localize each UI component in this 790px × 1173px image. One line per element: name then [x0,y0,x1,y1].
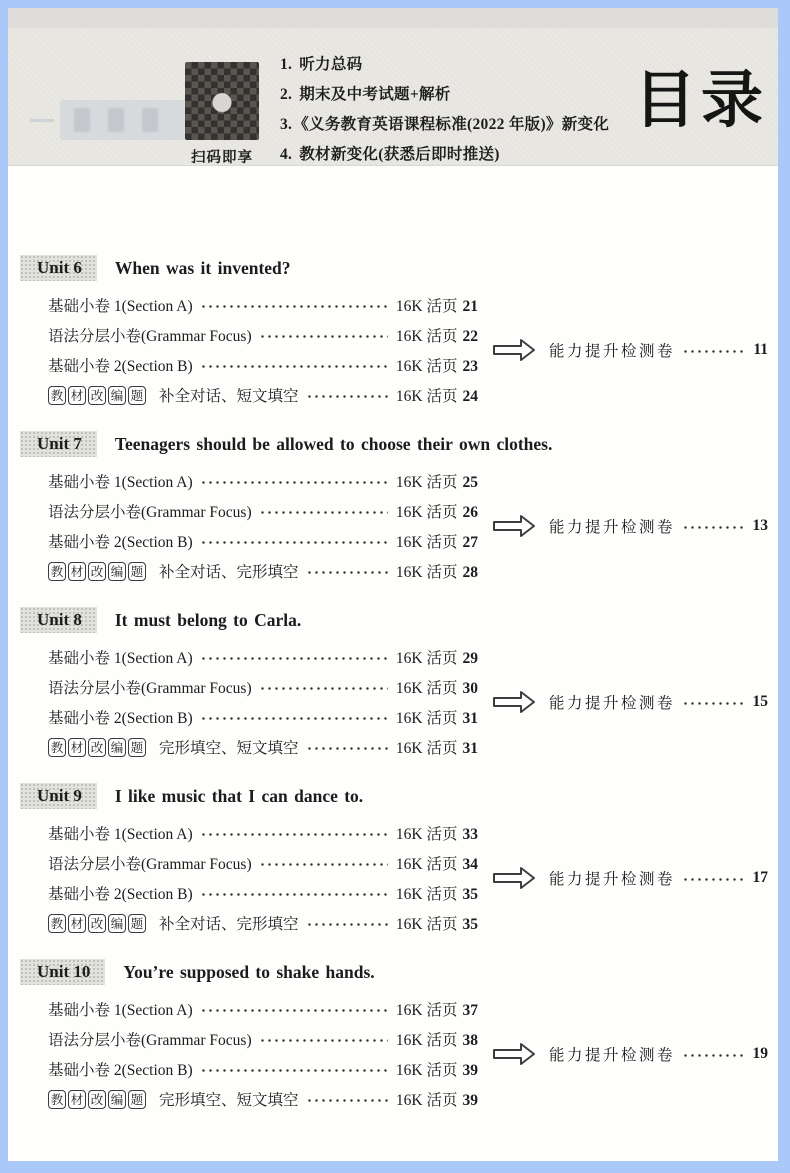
boxed-char: 编 [108,562,126,581]
toc-row [48,848,478,878]
row-ref [396,676,478,698]
ability-test-label: 能力提升检测卷 [549,871,676,888]
ability-test-label: 能力提升检测卷 [549,343,676,360]
dot-leader [682,524,742,531]
page-title: 目录 [633,63,768,136]
toc-row-textbook-adapted [48,556,478,586]
page-number: 26 [462,504,478,521]
row-label: 语法分层小卷(Grammar Focus) [48,504,252,521]
page-number: 33 [462,826,478,843]
dot-leader [200,303,388,310]
page-number: 34 [462,856,478,873]
boxed-char: 改 [88,914,106,933]
boxed-char: 材 [68,386,86,405]
page-number: 25 [462,474,478,491]
row-ref [396,822,478,844]
page-number: 35 [462,916,478,933]
ref-label: 16K 活页 [395,564,458,581]
ref-label: 16K 活页 [395,740,458,757]
unit-rows [48,818,478,938]
page-number: 31 [462,710,478,727]
ability-test-pointer [478,689,778,715]
feature-item [280,142,609,172]
row-label: 完形填空、短文填空 [159,740,299,757]
dot-leader [259,861,388,868]
ability-test-page: 17 [752,869,768,886]
feature-item [280,82,609,112]
right-arrow-icon [492,1041,536,1067]
ref-label: 16K 活页 [395,650,458,667]
boxed-char: 教 [48,1090,66,1109]
page-number: 27 [462,534,478,551]
unit-header [20,254,778,282]
unit-block-6 [20,254,778,410]
toc-row-textbook-adapted [48,732,478,762]
row-ref [396,1058,478,1080]
row-label: 基础小卷 2(Section B) [48,358,193,375]
dot-leader [200,539,388,546]
boxed-char: 编 [108,738,126,757]
boxed-char: 教 [48,562,66,581]
toc-row [48,994,478,1024]
unit-tag: Unit 7 [20,431,97,457]
unit-tag: Unit 6 [20,255,97,281]
unit-title: It must belong to Carla. [114,609,302,630]
toc-row [48,818,478,848]
dot-leader [259,685,388,692]
feature-number: 1. [280,56,293,73]
unit-tag: Unit 8 [20,607,97,633]
row-ref [396,500,478,522]
boxed-char: 改 [88,562,106,581]
dot-leader [306,393,388,400]
row-label: 基础小卷 1(Section A) [48,826,193,843]
row-ref [396,912,478,934]
dot-leader [200,1067,388,1074]
ref-label: 16K 活页 [395,1002,458,1019]
toc-content [8,166,778,1114]
boxed-char: 题 [128,562,146,581]
boxed-char: 教 [48,738,66,757]
boxed-char: 教 [48,914,66,933]
page-number: 30 [462,680,478,697]
row-label: 语法分层小卷(Grammar Focus) [48,856,252,873]
row-ref [396,530,478,552]
ability-test-page: 13 [752,517,768,534]
unit-title: I like music that I can dance to. [114,785,364,806]
row-ref [396,1088,478,1110]
row-ref [396,324,478,346]
ability-test-page: 11 [753,341,768,358]
feature-number: 4. [280,146,293,163]
ref-label: 16K 活页 [395,534,458,551]
unit-title: Teenagers should be allowed to choose their own clothes. [114,433,553,454]
page-number: 31 [462,740,478,757]
unit-header [20,782,778,810]
row-label: 语法分层小卷(Grammar Focus) [48,328,252,345]
boxed-char: 题 [128,738,146,757]
ref-label: 16K 活页 [395,710,458,727]
unit-tag: Unit 10 [20,959,105,985]
toc-row [48,1054,478,1084]
unit-block-8 [20,606,778,762]
dot-leader [200,831,388,838]
toc-page [8,8,778,1161]
toc-row [48,642,478,672]
row-ref [396,354,478,376]
toc-row [48,878,478,908]
dot-leader [682,876,742,883]
dot-leader [682,700,742,707]
boxed-char: 题 [128,386,146,405]
ref-label: 16K 活页 [395,916,458,933]
toc-row [48,320,478,350]
row-label: 基础小卷 1(Section A) [48,1002,193,1019]
ref-label: 16K 活页 [395,388,458,405]
unit-header [20,958,778,986]
dot-leader [259,1037,388,1044]
row-label: 基础小卷 2(Section B) [48,710,193,727]
qr-code [185,62,259,140]
unit-header [20,430,778,458]
row-label: 补全对话、短文填空 [159,388,299,405]
page-number: 23 [462,358,478,375]
toc-row [48,496,478,526]
feature-list [280,52,609,172]
row-label: 基础小卷 1(Section A) [48,650,193,667]
ref-label: 16K 活页 [395,358,458,375]
ability-test-page: 15 [752,693,768,710]
toc-row [48,672,478,702]
dot-leader [259,333,388,340]
boxed-char: 编 [108,1090,126,1109]
dot-leader [682,348,743,355]
right-arrow-icon [492,865,536,891]
row-ref [396,560,478,582]
row-label: 完形填空、短文填空 [159,1092,299,1109]
page-number: 35 [462,886,478,903]
boxed-char: 材 [68,914,86,933]
dot-leader [306,921,388,928]
ability-test-page: 19 [752,1045,768,1062]
toc-row [48,290,478,320]
unit-header [20,606,778,634]
toc-row-textbook-adapted [48,380,478,410]
dot-leader [682,1052,742,1059]
ability-test-label: 能力提升检测卷 [549,519,676,536]
boxed-char: 改 [88,738,106,757]
dot-leader [200,479,388,486]
publisher-watermark-logo [60,100,186,140]
unit-tag: Unit 9 [20,783,97,809]
row-ref [396,998,478,1020]
ability-test-pointer [478,865,778,891]
ref-label: 16K 活页 [395,1032,458,1049]
row-label: 补全对话、完形填空 [159,564,299,581]
row-ref [396,852,478,874]
row-label: 基础小卷 1(Section A) [48,474,193,491]
row-ref [396,882,478,904]
row-ref [396,736,478,758]
boxed-char: 材 [68,738,86,757]
row-ref [396,384,478,406]
qr-caption: 扫码即享 [191,150,253,166]
unit-rows [48,290,478,410]
boxed-char: 教 [48,386,66,405]
toc-row [48,1024,478,1054]
toc-row-textbook-adapted [48,908,478,938]
feature-text: 《义务教育英语课程标准(2022 年版)》新变化 [293,116,610,133]
ref-label: 16K 活页 [395,826,458,843]
ref-label: 16K 活页 [395,1062,458,1079]
dot-leader [306,745,388,752]
page-number: 39 [462,1092,478,1109]
toc-row [48,466,478,496]
unit-rows [48,466,478,586]
dot-leader [306,569,388,576]
feature-item [280,52,609,82]
row-label: 基础小卷 2(Section B) [48,886,193,903]
toc-row-textbook-adapted [48,1084,478,1114]
ability-test-pointer [478,1041,778,1067]
row-label: 语法分层小卷(Grammar Focus) [48,680,252,697]
unit-title: You’re supposed to shake hands. [123,961,375,982]
dot-leader [200,891,388,898]
feature-text: 听力总码 [299,56,363,73]
toc-row [48,526,478,556]
ref-label: 16K 活页 [395,680,458,697]
dot-leader [200,715,388,722]
boxed-char: 题 [128,914,146,933]
row-ref [396,294,478,316]
dot-leader [200,363,388,370]
ability-test-label: 能力提升检测卷 [549,695,676,712]
ref-label: 16K 活页 [395,474,458,491]
boxed-char: 材 [68,562,86,581]
row-label: 基础小卷 1(Section A) [48,298,193,315]
ref-label: 16K 活页 [395,298,458,315]
page-number: 28 [462,564,478,581]
boxed-char: 编 [108,914,126,933]
row-label: 补全对话、完形填空 [159,916,299,933]
right-arrow-icon [492,337,536,363]
ref-label: 16K 活页 [395,886,458,903]
feature-text: 教材新变化(获悉后即时推送) [299,146,500,163]
unit-title: When was it invented? [114,257,291,278]
boxed-char: 题 [128,1090,146,1109]
ref-label: 16K 活页 [395,1092,458,1109]
feature-number: 3. [280,116,293,133]
toc-row [48,350,478,380]
row-ref [396,1028,478,1050]
unit-block-10 [20,958,778,1114]
page-number: 29 [462,650,478,667]
row-ref [396,646,478,668]
row-label: 语法分层小卷(Grammar Focus) [48,1032,252,1049]
toc-row [48,702,478,732]
ref-label: 16K 活页 [395,328,458,345]
page-number: 39 [462,1062,478,1079]
unit-rows [48,642,478,762]
unit-block-9 [20,782,778,938]
page-number: 24 [462,388,478,405]
boxed-char: 编 [108,386,126,405]
row-ref [396,470,478,492]
dot-leader [259,509,388,516]
row-ref [396,706,478,728]
page-number: 37 [462,1002,478,1019]
page-number: 22 [462,328,478,345]
scan-header [8,8,778,166]
boxed-char: 改 [88,386,106,405]
page-number: 38 [462,1032,478,1049]
right-arrow-icon [492,689,536,715]
dot-leader [200,1007,388,1014]
dot-leader [306,1097,388,1104]
ability-test-pointer [478,513,778,539]
unit-rows [48,994,478,1114]
unit-block-7 [20,430,778,586]
boxed-char: 改 [88,1090,106,1109]
row-label: 基础小卷 2(Section B) [48,1062,193,1079]
feature-item [280,112,609,142]
row-label: 基础小卷 2(Section B) [48,534,193,551]
ability-test-pointer [478,337,778,363]
dot-leader [200,655,388,662]
page-number: 21 [462,298,478,315]
right-arrow-icon [492,513,536,539]
ability-test-label: 能力提升检测卷 [549,1047,676,1064]
ref-label: 16K 活页 [395,504,458,521]
feature-number: 2. [280,86,293,103]
feature-text: 期末及中考试题+解析 [299,86,451,103]
boxed-char: 材 [68,1090,86,1109]
ref-label: 16K 活页 [395,856,458,873]
